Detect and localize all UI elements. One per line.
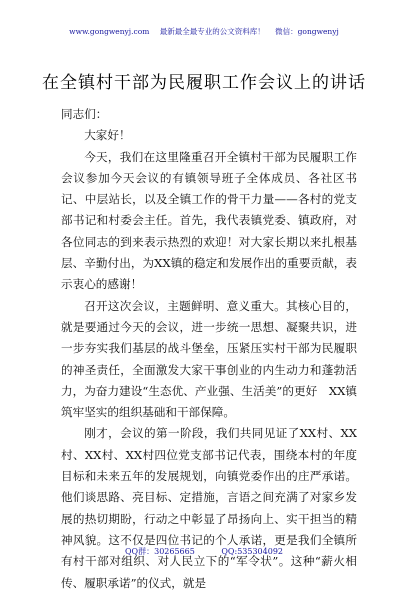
paragraph-purpose: 召开这次会议，主题鲜明、意义重大。其核心目的，就是要通过今天的会议，进一步统一思想、凝聚共识，进一步夯实我们基层的战斗堡垒，压紧压实村干部为民履职的神圣责任，全面激发大家干事创业的内生动力和蓬勃活力，为奋力建设“生态优、产业强、生活美”的更好 XX镇筑牢坚实的组织基础和干部保障。 xyxy=(61,298,357,420)
document-body xyxy=(61,104,357,594)
paragraph-greeting: 大家好！ xyxy=(84,128,131,143)
paragraph-opening: 今天，我们在这里隆重召开全镇村干部为民履职工作会议参加今天会议的有镇领导班子全体成员、各社区书记、中层站长，以及全镇工作的骨干力量——各村的党支部书记和村委会主任。首先，我代表镇党委、镇政府，对各位同志的到来表示热烈的欢迎！对大家长期以来扎根基层、辛勤付出，为XX镇的稳定和发展作出的重要贡献，表示衷心的感谢！ xyxy=(61,149,357,292)
site-slogan: 最新最全最专业的公文资料库！ xyxy=(159,27,265,36)
wechat-id: 微信：gongwenyj xyxy=(275,27,339,36)
salutation: 同志们： xyxy=(61,107,108,121)
website-link[interactable]: www.gongwenyj.com xyxy=(69,27,150,36)
qq-contact: QQ:535304092 xyxy=(221,547,283,556)
page-footer xyxy=(0,546,408,557)
qq-group: QQ群：30265665 xyxy=(124,547,195,556)
paragraph-review: 刚才，会议的第一阶段，我们共同见证了XX村、XX村、XX村、XX村四位党支部书记代表，围绕本村的年度目标和未来五年的发展规划，向镇党委作出的庄严承诺。他们谈思路、亮目标、定措施，言语之间充满了对家乡发展的热切期盼，行动之中彰显了昂扬向上、实干担当的精神风貌。这不仅是四位书记的个人承诺，更是我们全镇所有村干部对组织、对人民立下的“军令状”。这种“薪火相传、履职承诺”的仪式，就是 xyxy=(61,426,357,590)
site-header xyxy=(0,26,408,37)
document-title: 在全镇村干部为民履职工作会议上的讲话 xyxy=(42,73,366,93)
